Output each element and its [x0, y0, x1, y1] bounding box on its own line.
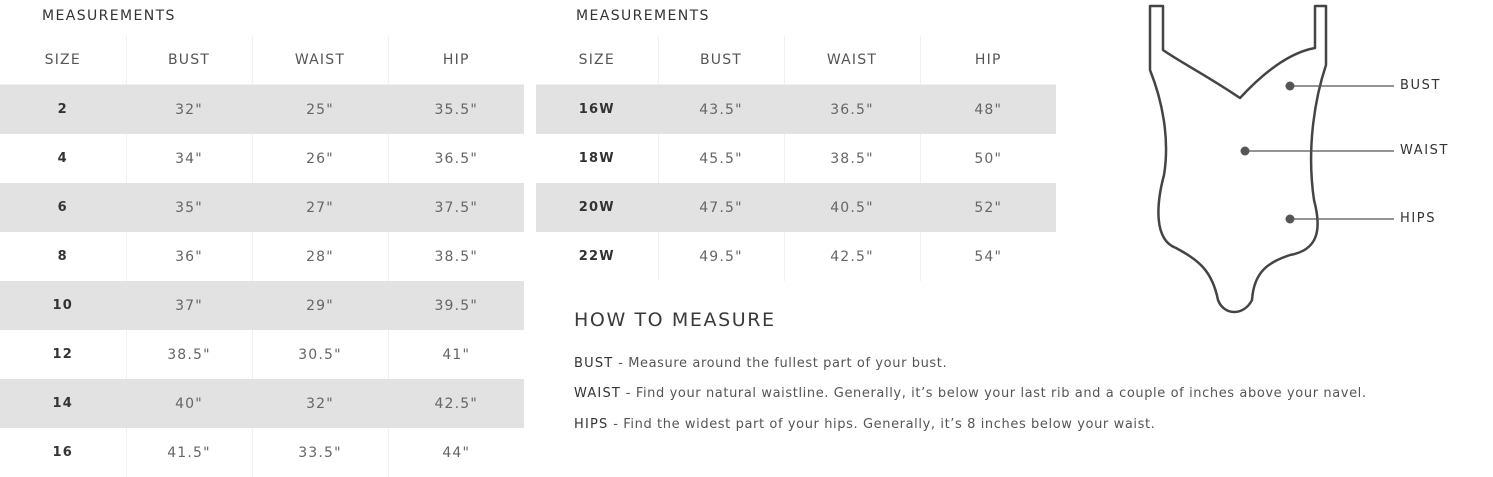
bust-cell: 47.5" [658, 183, 784, 232]
how-to-measure-title: HOW TO MEASURE [574, 309, 776, 331]
size-cell: 20W [536, 183, 658, 232]
hip-cell: 37.5" [388, 183, 524, 232]
hip-cell: 54" [920, 232, 1056, 281]
size-cell: 2 [0, 85, 126, 135]
waist-cell: 38.5" [784, 134, 920, 183]
bust-figure-label: BUST [1400, 78, 1442, 93]
hip-cell: 52" [920, 183, 1056, 232]
hip-cell: 50" [920, 134, 1056, 183]
table-row [0, 330, 524, 379]
bust-cell: 32" [126, 85, 252, 135]
size-cell: 4 [57, 151, 68, 166]
size-cell: 10 [0, 281, 126, 330]
table-row [536, 134, 1056, 183]
hip-cell: 36.5" [388, 134, 524, 183]
table-row [536, 85, 1056, 135]
waist-instruction [574, 386, 1367, 401]
hips-instruction [574, 417, 1155, 432]
size-cell: 18W [578, 151, 615, 166]
header-size: SIZE [536, 36, 658, 85]
bust-cell: 45.5" [658, 134, 784, 183]
waist-cell: 27" [252, 183, 388, 232]
waist-cell: 26" [252, 134, 388, 183]
header-hip: HIP [920, 36, 1056, 85]
waist-cell: 40.5" [784, 183, 920, 232]
size-cell: 22W [578, 249, 615, 264]
waist-cell: 36.5" [784, 85, 920, 135]
bust-pointer-dot [1286, 82, 1295, 91]
bust-cell: 43.5" [658, 85, 784, 135]
hip-cell: 38.5" [388, 232, 524, 281]
swimsuit-figure-illustration [1140, 0, 1440, 330]
size-cell: 8 [57, 249, 68, 264]
header-bust: BUST [658, 36, 784, 85]
waist-cell: 42.5" [784, 232, 920, 281]
size-cell: 12 [52, 347, 73, 362]
table-row [536, 183, 1056, 232]
size-cell: 16 [52, 445, 73, 460]
hips-instruction-text: - Find the widest part of your hips. Generally, it’s 8 inches below your waist. [608, 417, 1156, 432]
hip-cell: 48" [920, 85, 1056, 135]
waist-cell: 32" [252, 379, 388, 428]
size-cell: 16W [536, 85, 658, 135]
bust-term: BUST [574, 356, 614, 371]
bust-cell: 34" [126, 134, 252, 183]
hip-cell: 41" [388, 330, 524, 379]
bust-cell: 35" [126, 183, 252, 232]
bust-cell: 41.5" [126, 428, 252, 477]
waist-pointer-dot [1241, 147, 1250, 156]
table-row [0, 379, 524, 428]
waist-cell: 25" [252, 85, 388, 135]
table-row [0, 134, 524, 183]
header-bust: BUST [126, 36, 252, 85]
table-row [0, 428, 524, 477]
right-size-table [536, 36, 1056, 281]
size-cell: 6 [0, 183, 126, 232]
waist-term: WAIST [574, 386, 622, 401]
hip-cell: 35.5" [388, 85, 524, 135]
table-header-row [536, 36, 1056, 85]
bust-cell: 40" [126, 379, 252, 428]
waist-figure-label: WAIST [1400, 143, 1450, 158]
right-measurements-title: MEASUREMENTS [576, 8, 710, 24]
bust-cell: 38.5" [126, 330, 252, 379]
table-header-row [0, 36, 524, 85]
table-row [0, 281, 524, 330]
table-row [536, 232, 1056, 281]
left-measurements-title: MEASUREMENTS [42, 8, 176, 24]
hip-cell: 44" [388, 428, 524, 477]
waist-cell: 29" [252, 281, 388, 330]
table-row [0, 232, 524, 281]
swimsuit-outline [1150, 6, 1326, 312]
hips-figure-label: HIPS [1400, 211, 1437, 226]
waist-cell: 28" [252, 232, 388, 281]
header-waist: WAIST [252, 36, 388, 85]
hip-cell: 39.5" [388, 281, 524, 330]
left-size-table [0, 36, 524, 477]
bust-cell: 36" [126, 232, 252, 281]
size-cell: 14 [0, 379, 126, 428]
bust-cell: 49.5" [658, 232, 784, 281]
waist-cell: 30.5" [252, 330, 388, 379]
waist-instruction-text: - Find your natural waistline. Generally, it’s below your last rib and a couple of inches above your navel. [621, 386, 1367, 401]
bust-instruction [574, 356, 947, 371]
header-size: SIZE [0, 36, 126, 85]
hips-term: HIPS [574, 417, 609, 432]
hips-pointer-dot [1286, 215, 1295, 224]
bust-instruction-text: - Measure around the fullest part of your bust. [613, 356, 948, 371]
waist-cell: 33.5" [252, 428, 388, 477]
header-hip: HIP [388, 36, 524, 85]
header-waist: WAIST [784, 36, 920, 85]
table-row [0, 85, 524, 135]
bust-cell: 37" [126, 281, 252, 330]
hip-cell: 42.5" [388, 379, 524, 428]
table-row [0, 183, 524, 232]
